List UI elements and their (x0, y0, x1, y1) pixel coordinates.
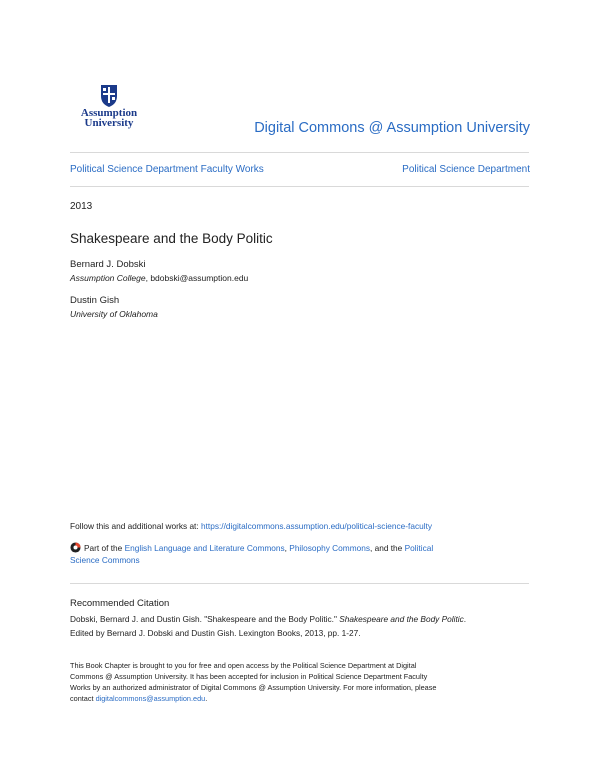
citation-line: Edited by Bernard J. Dobski and Dustin Gish. Lexington Books, 2013, pp. 1-27. (70, 628, 361, 638)
affiliation-name: Assumption College (70, 273, 146, 283)
part-of-block (70, 542, 532, 566)
author-name: Dustin Gish (70, 295, 120, 306)
network-icon (70, 542, 81, 553)
author-name: Bernard J. Dobski (70, 259, 146, 270)
university-logo[interactable] (70, 84, 148, 136)
divider (70, 152, 529, 153)
department-link[interactable]: Political Science Department (402, 164, 530, 175)
follow-line (70, 520, 432, 532)
contact-prefix: contact (70, 694, 96, 703)
english-commons-link[interactable]: English Language and Literature Commons (124, 543, 285, 553)
collection-link[interactable]: Political Science Department Faculty Works (70, 164, 264, 175)
citation-text (70, 612, 532, 640)
document-title: Shakespeare and the Body Politic (70, 231, 273, 246)
part-of-prefix: Part of the (84, 543, 125, 553)
publication-year: 2013 (70, 201, 93, 212)
affiliation-name: University of Oklahoma (70, 309, 158, 319)
link-text-part2: Science Commons (70, 555, 140, 565)
access-statement (70, 660, 532, 704)
separator: , and the (369, 543, 405, 553)
repository-title-link[interactable]: Digital Commons @ Assumption University (254, 120, 530, 136)
author-affiliation (70, 309, 158, 319)
citation-line (70, 612, 532, 626)
logo-name-line2: University (84, 117, 134, 129)
follow-prefix: Follow this and additional works at: (70, 521, 201, 531)
citation-book-title: Shakespeare and the Body Politic (339, 614, 464, 624)
footer-line: This Book Chapter is brought to you for free and open access by the Political Science Department at Digital (70, 661, 417, 670)
footer-line: Commons @ Assumption University. It has been accepted for inclusion in Political Science Department Faculty (70, 672, 428, 681)
citation-heading: Recommended Citation (70, 598, 170, 609)
citation-period: . (463, 614, 467, 624)
footer-period: . (205, 694, 208, 703)
author-email: , bdobski@assumption.edu (145, 273, 249, 283)
footer-line (70, 693, 532, 704)
footer-line: Works by an authorized administrator of Digital Commons @ Assumption University. For more information, please (70, 683, 437, 692)
collection-url-link[interactable]: https://digitalcommons.assumption.edu/political-science-faculty (200, 521, 433, 531)
divider (70, 583, 529, 584)
shield-crest-icon (99, 84, 119, 108)
contact-email-link[interactable]: digitalcommons@assumption.edu (95, 694, 206, 703)
separator: , (284, 543, 290, 553)
citation-authors: Dobski, Bernard J. and Dustin Gish. "Shakespeare and the Body Politic." (70, 614, 340, 624)
author-affiliation (70, 273, 248, 283)
link-text-part1: Political (404, 543, 434, 553)
divider (70, 186, 529, 187)
philosophy-commons-link[interactable]: Philosophy Commons (289, 543, 370, 553)
logo-name-line1: Assumption (80, 107, 138, 119)
